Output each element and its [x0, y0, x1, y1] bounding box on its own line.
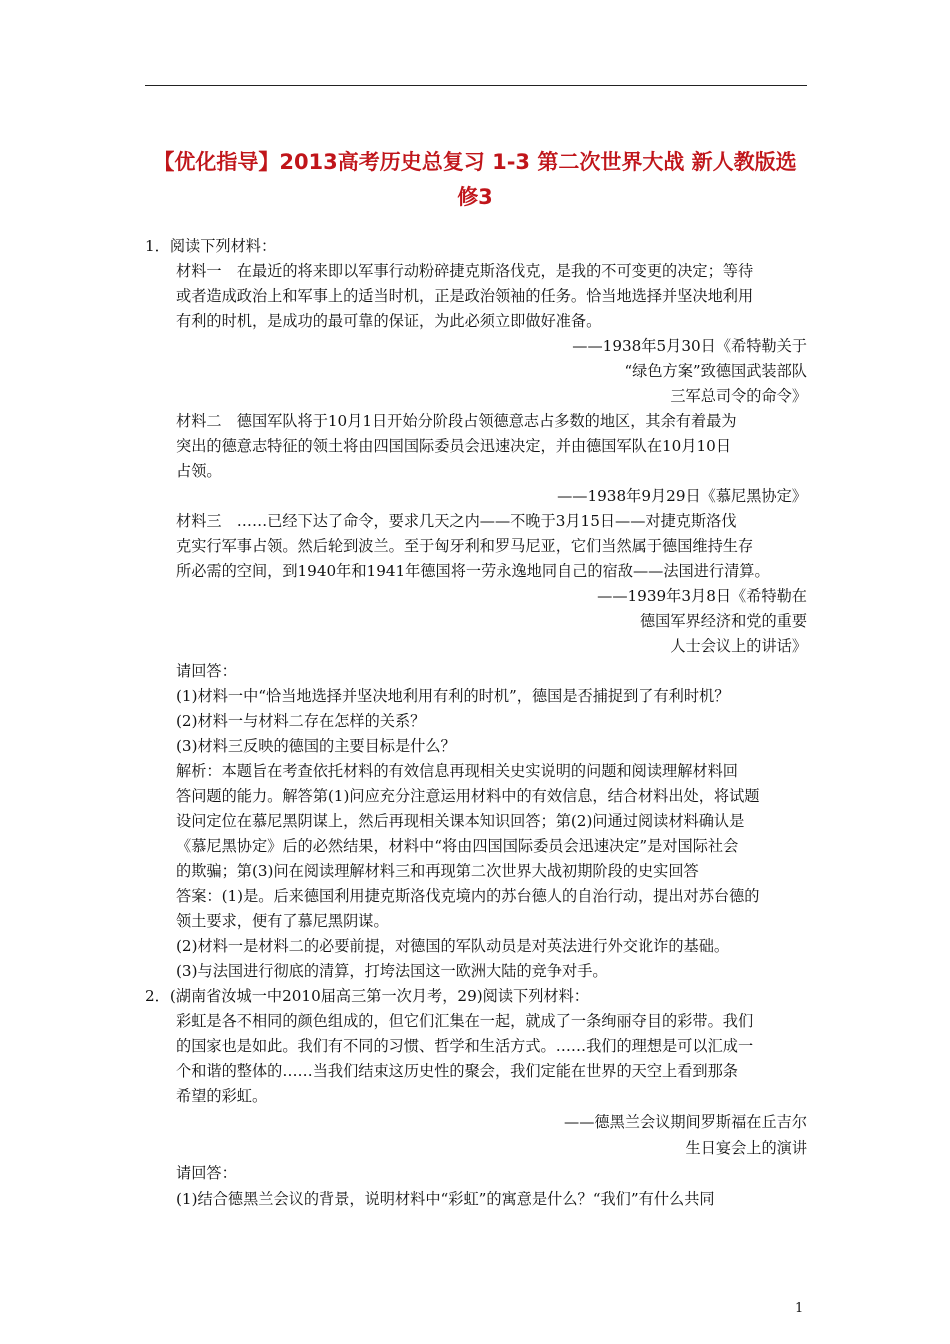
q1-m3-source: ——1939年3月8日《希特勒在 [597, 587, 807, 605]
q1-answer-line: 答案：(1)是。后来德国利用捷克斯洛伐克境内的苏台德人的自治行动，提出对苏台德的 [176, 887, 760, 905]
q1-m1-source: ——1938年5月30日《希特勒关于 [572, 337, 807, 355]
q2-material-line: 希望的彩虹。 [176, 1087, 268, 1105]
q1-analysis-line: 解析：本题旨在考查依托材料的有效信息再现相关史实说明的问题和阅读理解材料回 [176, 762, 738, 780]
q1-m3-source: 人士会议上的讲话》 [670, 637, 807, 655]
q1-m1-line: 有利的时机，是成功的最可靠的保证，为此必须立即做好准备。 [176, 312, 602, 330]
q1-analysis-line: 答问题的能力。解答第(1)问应充分注意运用材料中的有效信息，结合材料出处，将试题 [176, 787, 760, 805]
q1-m2-line: 占领。 [176, 462, 222, 480]
doc-title: 【优化指导】2013高考历史总复习 1-3 第二次世界大战 新人教版选 [153, 150, 797, 174]
doc-title-cont: 修3 [457, 185, 493, 209]
q2-ask: 请回答： [176, 1164, 237, 1182]
q1-answer-line: (2)材料一是材料二的必要前提，对德国的军队动员是对英法进行外交讹诈的基础。 [176, 937, 730, 955]
q1-question: (3)材料三反映的德国的主要目标是什么？ [176, 737, 456, 755]
page-number: 1 [795, 1301, 804, 1316]
header-rule [145, 85, 807, 86]
q1-m1-source: 三军总司令的命令》 [670, 387, 807, 405]
q1-m2-source: ——1938年9月29日《慕尼黑协定》 [557, 487, 807, 505]
q2-material-line: 个和谐的整体的……当我们结束这历史性的聚会，我们定能在世界的天空上看到那条 [176, 1062, 738, 1080]
q1-header: 1．阅读下列材料： [145, 237, 277, 255]
q1-m3-line: 材料三 ……已经下达了命令，要求几天之内——不晚于3月15日——对捷克斯洛伐 [176, 512, 737, 530]
q1-analysis-line: 《慕尼黑协定》后的必然结果，材料中“将由四国国际委员会迅速决定”是对国际社会 [176, 837, 739, 855]
q2-source: ——德黑兰会议期间罗斯福在丘吉尔 [564, 1113, 807, 1131]
q1-m2-line: 突出的德意志特征的领土将由四国国际委员会迅速决定，并由德国军队在10月10日 [176, 437, 732, 455]
q1-analysis-line: 的欺骗；第(3)问在阅读理解材料三和再现第二次世界大战初期阶段的史实回答 [176, 862, 699, 880]
q2-material-line: 的国家也是如此。我们有不同的习惯、哲学和生活方式。……我们的理想是可以汇成一 [176, 1037, 754, 1055]
q1-question: (1)材料一中“恰当地选择并坚决地利用有利的时机”，德国是否捕捉到了有利时机？ [176, 687, 730, 705]
q1-analysis-line: 设问定位在慕尼黑阴谋上，然后再现相关课本知识回答；第(2)问通过阅读材料确认是 [176, 812, 745, 830]
q1-answer-line: 领土要求，便有了慕尼黑阴谋。 [176, 912, 389, 930]
q2-header: 2．(湖南省汝城一中2010届高三第一次月考，29)阅读下列材料： [145, 987, 589, 1005]
q1-m2-line: 材料二 德国军队将于10月1日开始分阶段占领德意志占多数的地区，其余有着最为 [176, 412, 737, 430]
q1-m3-line: 所必需的空间，到1940年和1941年德国将一劳永逸地同自己的宿敌——法国进行清算。 [176, 562, 770, 580]
q1-ask: 请回答： [176, 662, 237, 680]
q1-m1-line: 材料一 在最近的将来即以军事行动粉碎捷克斯洛伐克，是我的不可变更的决定；等待 [176, 262, 754, 280]
q1-question: (2)材料一与材料二存在怎样的关系？ [176, 712, 426, 730]
q2-question: (1)结合德黑兰会议的背景，说明材料中“彩虹”的寓意是什么？“我们”有什么共同 [176, 1190, 715, 1208]
q1-m3-line: 克实行军事占领。然后轮到波兰。至于匈牙利和罗马尼亚，它们当然属于德国维持生存 [176, 537, 754, 555]
q1-answer-line: (3)与法国进行彻底的清算，打垮法国这一欧洲大陆的竞争对手。 [176, 962, 608, 980]
q2-source: 生日宴会上的演讲 [685, 1139, 807, 1157]
q2-material-line: 彩虹是各不相同的颜色组成的，但它们汇集在一起，就成了一条绚丽夺目的彩带。我们 [176, 1012, 754, 1030]
q1-m1-source: “绿色方案”致德国武装部队 [624, 362, 807, 380]
q1-m1-line: 或者造成政治上和军事上的适当时机，正是政治领袖的任务。恰当地选择并坚决地利用 [176, 287, 754, 305]
q1-m3-source: 德国军界经济和党的重要 [639, 612, 807, 630]
